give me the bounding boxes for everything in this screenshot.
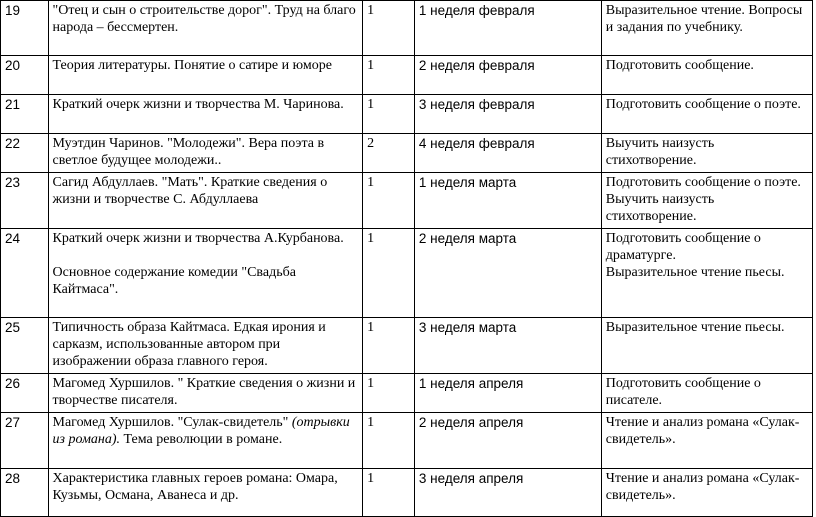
lesson-date: 1 неделя марта <box>414 173 601 229</box>
lesson-homework: Выразительное чтение. Вопросы и задания по учебнику. <box>601 1 812 56</box>
lesson-number: 26 <box>1 374 49 413</box>
lesson-homework: Подготовить сообщение о драматурге. <box>605 231 761 263</box>
lesson-homework: Чтение и анализ романа «Сулак- свидетель». <box>601 469 812 517</box>
lesson-hours: 1 <box>363 413 415 469</box>
lesson-hours: 1 <box>363 374 415 413</box>
lesson-homework: Подготовить сообщение о поэте. <box>601 95 812 134</box>
lesson-hours: 2 <box>363 134 415 173</box>
lesson-topic: Магомед Хуршилов. "Сулак-свидетель" <box>52 415 289 430</box>
lesson-topic-cell <box>48 229 363 318</box>
lesson-topic: Сагид Абдуллаев. "Мать". Краткие сведения о жизни и творчестве С. Абдуллаева <box>48 173 363 229</box>
lesson-date: 1 неделя апреля <box>414 374 601 413</box>
lesson-topic-cell <box>48 413 363 469</box>
table-row <box>1 173 813 229</box>
table-row <box>1 318 813 374</box>
lesson-date: 3 неделя февраля <box>414 95 601 134</box>
lesson-hours: 1 <box>363 173 415 229</box>
lesson-homework: Выразительное чтение пьесы. <box>601 318 812 374</box>
lesson-date: 3 неделя апреля <box>414 469 601 517</box>
lesson-date: 2 неделя февраля <box>414 56 601 95</box>
lesson-topic: Магомед Хуршилов. " Краткие сведения о жизни и творчестве писателя. <box>48 374 363 413</box>
lesson-number: 24 <box>1 229 49 318</box>
lesson-hours: 1 <box>363 229 415 318</box>
lesson-date: 2 неделя апреля <box>414 413 601 469</box>
lesson-date: 4 неделя февраля <box>414 134 601 173</box>
lesson-homework-extra: Выразительное чтение пьесы. <box>605 265 785 280</box>
lesson-topic: Муэтдин Чаринов. "Молодежи". Вера поэта в светлое будущее молодежи.. <box>48 134 363 173</box>
lesson-topic: "Отец и сын о строительстве дорог". Труд на благо народа – бессмертен. <box>48 1 363 56</box>
lesson-homework: Подготовить сообщение о поэте. Выучить наизусть стихотворение. <box>601 173 812 229</box>
lesson-hours: 1 <box>363 1 415 56</box>
lesson-number: 21 <box>1 95 49 134</box>
lesson-hours: 1 <box>363 95 415 134</box>
lesson-date: 2 неделя марта <box>414 229 601 318</box>
table-row <box>1 374 813 413</box>
lesson-homework: Чтение и анализ романа «Сулак- свидетель». <box>601 413 812 469</box>
lesson-number: 27 <box>1 413 49 469</box>
lesson-number: 22 <box>1 134 49 173</box>
lesson-number: 19 <box>1 1 49 56</box>
lesson-topic: Типичность образа Кайтмаса. Едкая ирония и сарказм, использованные автором при изображении образа главного героя. <box>48 318 363 374</box>
lesson-topic-extra: Тема революции в романе. <box>123 432 283 447</box>
lesson-homework: Подготовить сообщение о писателе. <box>601 374 812 413</box>
table-row <box>1 229 813 318</box>
lesson-number: 25 <box>1 318 49 374</box>
table-row <box>1 413 813 469</box>
lesson-number: 20 <box>1 56 49 95</box>
lesson-homework: Выучить наизусть стихотворение. <box>601 134 812 173</box>
lesson-homework-cell <box>601 229 812 318</box>
lesson-topic: Краткий очерк жизни и творчества А.Курбанова. <box>52 231 344 246</box>
lesson-date: 3 неделя марта <box>414 318 601 374</box>
lesson-topic: Теория литературы. Понятие о сатире и юморе <box>48 56 363 95</box>
lesson-topic-extra: Основное содержание комедии "Свадьба Кайтмаса". <box>52 265 296 297</box>
lesson-topic-note: (отрывки из романа). <box>52 415 350 447</box>
lesson-hours: 1 <box>363 318 415 374</box>
table-row <box>1 134 813 173</box>
table-row <box>1 1 813 56</box>
lesson-hours: 1 <box>363 469 415 517</box>
lesson-topic: Характеристика главных героев романа: Омара, Кузьмы, Османа, Аванеса и др. <box>48 469 363 517</box>
lesson-hours: 1 <box>363 56 415 95</box>
lesson-homework: Подготовить сообщение. <box>601 56 812 95</box>
table-row <box>1 95 813 134</box>
lesson-date: 1 неделя февраля <box>414 1 601 56</box>
table-row <box>1 56 813 95</box>
lesson-number: 28 <box>1 469 49 517</box>
lesson-number: 23 <box>1 173 49 229</box>
lesson-topic: Краткий очерк жизни и творчества М. Чаринова. <box>48 95 363 134</box>
table-row <box>1 469 813 517</box>
